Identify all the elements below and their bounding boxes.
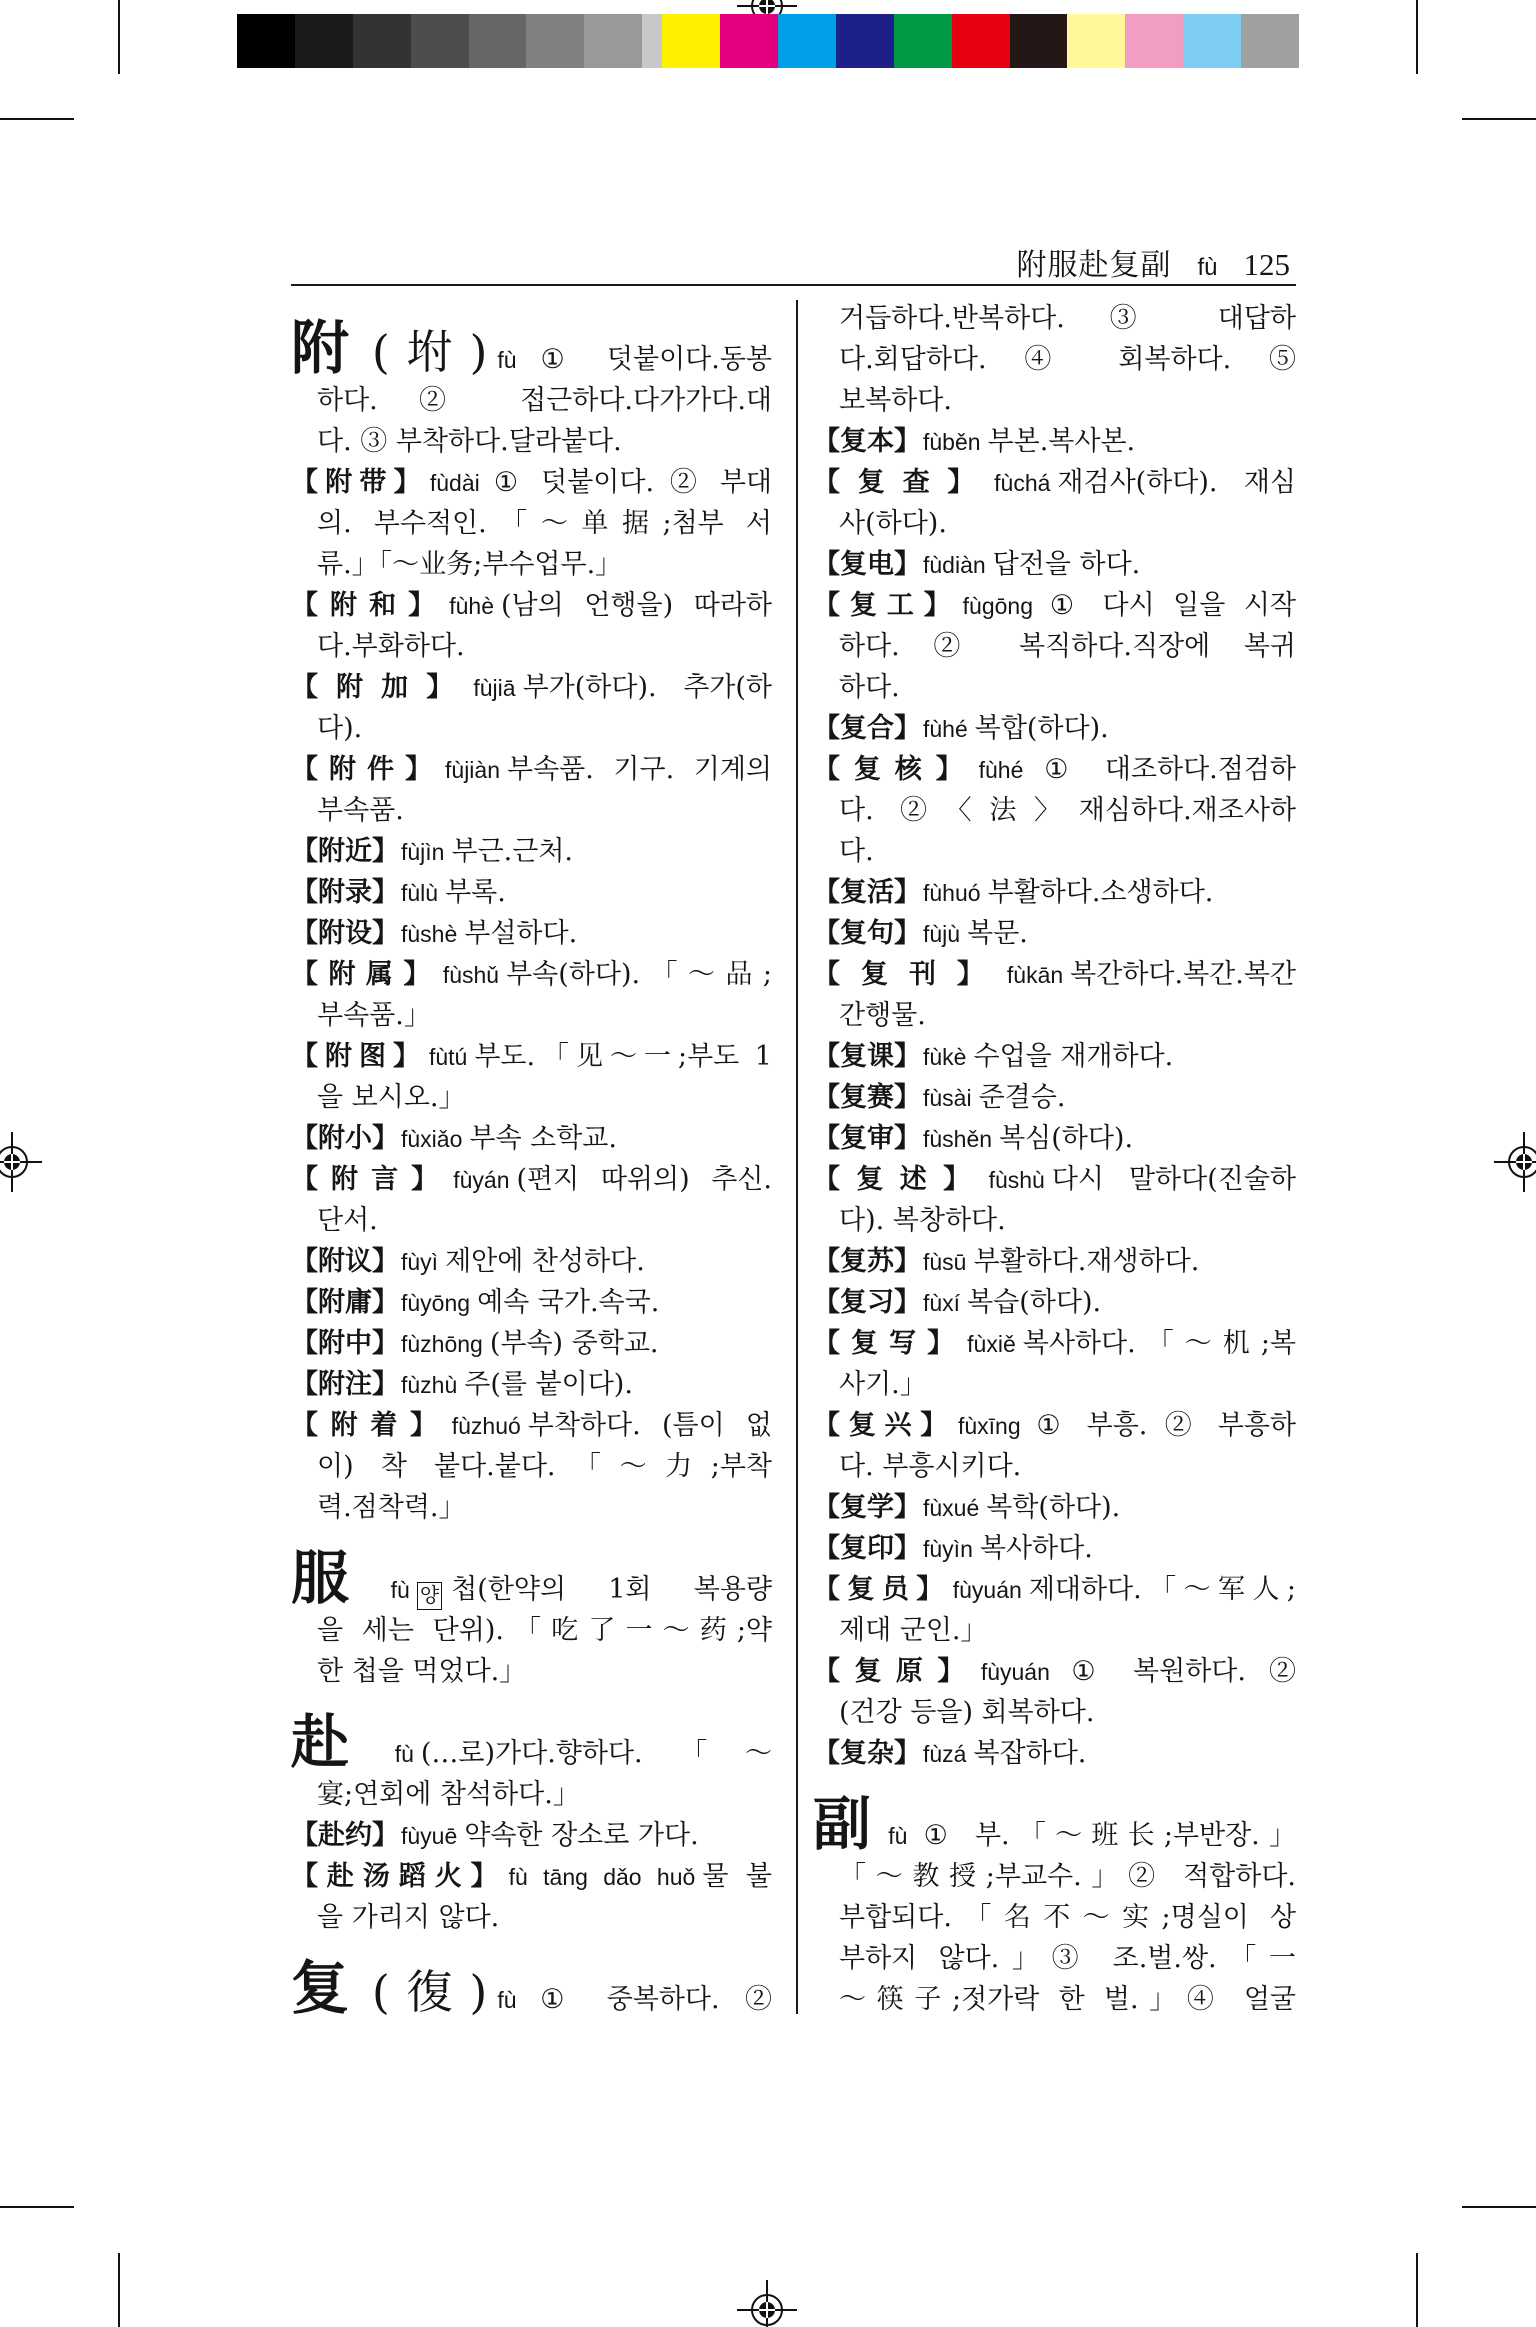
color-swatch	[1125, 14, 1183, 68]
registration-mark-left	[0, 1132, 42, 1192]
definition-text: 부록.	[445, 877, 506, 908]
definition-text: 제대하다.「～军人;	[1028, 1574, 1296, 1605]
pinyin: fùgōng	[962, 593, 1033, 619]
definition-text: 복습(하다).	[967, 1287, 1102, 1318]
pinyin: fù	[390, 1577, 410, 1603]
entry-first-line	[291, 1159, 772, 1200]
compound-headword: 【附议】	[291, 1246, 399, 1277]
definition-text: 답전을 하다.	[992, 549, 1141, 580]
headword: 赴	[291, 1708, 387, 1776]
compound-entry	[291, 462, 772, 585]
definition-line: 부속품.	[317, 795, 404, 826]
pinyin: fùyuē	[401, 1823, 458, 1849]
definition-line: 다. ②〈法〉재심하다.재조사하	[839, 795, 1296, 826]
compound-headword: 【复学】	[813, 1492, 921, 1523]
entry-first-line	[813, 544, 1296, 585]
headword: 复	[291, 1954, 366, 2022]
pinyin: fùhé	[923, 716, 968, 742]
compound-entry	[813, 872, 1296, 913]
pinyin: fùhè	[449, 593, 494, 619]
entry-first-line	[291, 1856, 772, 1897]
entry-first-line	[291, 1528, 772, 1610]
pinyin: fùtú	[428, 1044, 468, 1070]
compound-headword: 【附录】	[291, 877, 399, 908]
compound-headword: 【复课】	[813, 1041, 921, 1072]
compound-headword: 【赴汤蹈火】	[291, 1861, 507, 1892]
right-column	[813, 298, 1296, 2020]
color-swatch	[1183, 14, 1241, 68]
definition-line: 다.회답하다. ④ 회복하다. ⑤	[839, 344, 1296, 375]
definition-text: 부속품. 기구. 기계의	[507, 754, 772, 785]
compound-entry	[813, 544, 1296, 585]
compound-headword: 【复习】	[813, 1287, 921, 1318]
definition-text: 복잡하다.	[973, 1738, 1087, 1769]
compound-headword: 【复印】	[813, 1533, 921, 1564]
definition-text: 물 불	[702, 1861, 772, 1892]
compound-headword: 【复活】	[813, 877, 921, 908]
color-swatch	[469, 14, 527, 68]
compound-headword: 【复本】	[813, 426, 921, 457]
compound-headword: 【复原】	[813, 1656, 979, 1687]
compound-headword: 【复员】	[813, 1574, 951, 1605]
definition-text: 부본.복사본.	[987, 426, 1136, 457]
pinyin: fù	[497, 1987, 517, 2013]
compound-entry	[291, 872, 772, 913]
color-swatch	[894, 14, 952, 68]
compound-headword: 【复兴】	[813, 1410, 956, 1441]
continued-entry	[813, 298, 1296, 421]
pinyin: fùlù	[401, 880, 439, 906]
definition-line: 류.」「～业务;부수업무.」	[317, 549, 623, 580]
definition-text: 부도.「见～一;부도 1	[474, 1041, 772, 1072]
definition-text: 제안에 찬성하다.	[445, 1246, 645, 1277]
entry-first-line	[813, 954, 1296, 995]
compound-headword: 【复赛】	[813, 1082, 921, 1113]
definition-text: (남의 언행을) 따라하	[501, 590, 772, 621]
registration-mark-bottom	[737, 2280, 797, 2327]
pinyin: fùjìn	[401, 839, 445, 865]
definition-text: 복학(하다).	[986, 1492, 1121, 1523]
entry-first-line	[291, 831, 772, 872]
definition-text: ① 다시 일을 시작	[1040, 590, 1296, 621]
headword-entry	[291, 1692, 772, 1815]
pinyin: fùxīng	[957, 1413, 1021, 1439]
entry-first-line	[291, 462, 772, 503]
definition-line: 을 가리지 않다.	[317, 1902, 500, 1933]
definition-text: 약속한 장소로 가다.	[464, 1820, 699, 1851]
pinyin: fùshù	[988, 1167, 1045, 1193]
pinyin: fùdiàn	[923, 552, 986, 578]
compound-entry	[813, 1282, 1296, 1323]
pinyin: fùjù	[923, 921, 961, 947]
headword-variant: (坿)	[371, 325, 488, 379]
entry-first-line	[291, 872, 772, 913]
registration-mark-right	[1494, 1132, 1536, 1192]
definition-text: 준결승.	[978, 1082, 1066, 1113]
color-swatch	[720, 14, 778, 68]
compound-headword: 【附近】	[291, 836, 399, 867]
headword-variant: (復)	[371, 1965, 488, 2019]
pinyin: fùyìn	[923, 1536, 973, 1562]
compound-entry	[813, 1528, 1296, 1569]
definition-line: 단서.	[317, 1205, 378, 1236]
compound-headword: 【复述】	[813, 1164, 987, 1195]
running-head	[1016, 240, 1290, 284]
color-swatch	[237, 14, 295, 68]
definition-text: ① 덧붙이다.동봉	[523, 344, 772, 375]
definition-line: 의. 부수적인.「～单据;첨부 서	[317, 508, 772, 539]
definition-text: ① 중복하다. ②	[523, 1984, 772, 2015]
pinyin: fùhé	[978, 757, 1024, 783]
compound-entry	[813, 1733, 1296, 1774]
headword-entry	[291, 1528, 772, 1692]
definition-text: 부근.근처.	[451, 836, 573, 867]
pinyin: fùxiě	[967, 1331, 1016, 1357]
compound-entry	[813, 462, 1296, 544]
entry-first-line	[813, 1528, 1296, 1569]
definition-line: 이) 착 붙다.붙다.「～力;부착	[317, 1451, 772, 1482]
definition-text: 부활하다.소생하다.	[987, 877, 1214, 908]
headword-entry	[291, 298, 772, 462]
compound-entry	[291, 1241, 772, 1282]
definition-line: 부합되다.「名不～实;명실이 상	[839, 1902, 1296, 1933]
entry-first-line	[813, 585, 1296, 626]
entry-first-line	[813, 1159, 1296, 1200]
pinyin: fùjiàn	[445, 757, 500, 783]
color-calibration-bar	[237, 14, 1299, 68]
entry-first-line	[291, 1938, 772, 2020]
definition-line: 제대 군인.」	[839, 1615, 988, 1646]
headword: 副	[813, 1790, 881, 1858]
headword: 服	[291, 1544, 383, 1612]
compound-headword: 【附中】	[291, 1328, 399, 1359]
definition-line: 보복하다.	[839, 385, 952, 416]
definition-text: 첩(한약의 1회 복용량	[451, 1574, 772, 1605]
definition-text: (편지 따위의) 추신.	[516, 1164, 772, 1195]
compound-entry	[291, 667, 772, 749]
pinyin: fùshè	[401, 921, 458, 947]
definition-text: ① 부흥. ② 부흥하	[1027, 1410, 1296, 1441]
definition-line: 다. ③ 부착하다.달라붙다.	[317, 426, 622, 457]
color-swatch	[295, 14, 353, 68]
entry-first-line	[813, 1569, 1296, 1610]
pinyin: fùzá	[923, 1741, 967, 1767]
entry-first-line	[813, 749, 1296, 790]
column-divider	[796, 300, 798, 2014]
compound-headword: 【复写】	[813, 1328, 966, 1359]
entry-first-line	[813, 1733, 1296, 1774]
color-swatch	[353, 14, 411, 68]
compound-headword: 【复杂】	[813, 1738, 921, 1769]
entry-first-line	[291, 1282, 772, 1323]
pinyin: fùkān	[1006, 962, 1064, 988]
compound-entry	[813, 954, 1296, 1036]
compound-headword: 【附件】	[291, 754, 444, 785]
compound-entry	[291, 1118, 772, 1159]
color-swatch	[662, 14, 720, 68]
color-swatch	[1067, 14, 1125, 68]
compound-headword: 【附属】	[291, 959, 441, 990]
definition-text: ① 복원하다. ②	[1056, 1656, 1296, 1687]
pinyin: fùzhù	[401, 1372, 458, 1398]
definition-line: 부속품.」	[317, 1000, 431, 1031]
pinyin: fùběn	[923, 429, 981, 455]
compound-headword: 【复刊】	[813, 959, 1005, 990]
color-swatch	[411, 14, 469, 68]
pinyin: fùyōng	[401, 1290, 471, 1316]
compound-entry	[291, 1282, 772, 1323]
compound-entry	[291, 1323, 772, 1364]
compound-entry	[291, 913, 772, 954]
entry-first-line	[291, 749, 772, 790]
compound-entry	[813, 1077, 1296, 1118]
compound-headword: 【附和】	[291, 590, 448, 621]
definition-line: 다.부화하다.	[317, 631, 465, 662]
entry-first-line	[291, 1036, 772, 1077]
definition-line: 사기.」	[839, 1369, 927, 1400]
headword-entry	[291, 1938, 772, 2020]
definition-line: 다. 부흥시키다.	[839, 1451, 1022, 1482]
definition-line: 다). 복창하다.	[839, 1205, 1006, 1236]
definition-text: 복문.	[967, 918, 1028, 949]
compound-headword: 【附图】	[291, 1041, 427, 1072]
compound-entry	[813, 749, 1296, 872]
compound-headword: 【复苏】	[813, 1246, 921, 1277]
compound-entry	[291, 1036, 772, 1118]
entry-first-line	[813, 913, 1296, 954]
definition-line: 력.점착력.」	[317, 1492, 466, 1523]
compound-entry	[813, 1487, 1296, 1528]
definition-text: (…로)가다.향하다.「～	[420, 1738, 772, 1769]
entry-first-line	[813, 1487, 1296, 1528]
running-head-words: 附服赴复副	[1016, 248, 1172, 283]
entry-first-line	[291, 585, 772, 626]
definition-text: 재검사(하다). 재심	[1057, 467, 1296, 498]
definition-text: 부활하다.재생하다.	[973, 1246, 1200, 1277]
pinyin: fùsū	[923, 1249, 967, 1275]
definition-line: 사(하다).	[839, 508, 947, 539]
compound-headword: 【复审】	[813, 1123, 921, 1154]
pinyin: fù	[394, 1741, 414, 1767]
definition-text: 복합(하다).	[974, 713, 1109, 744]
compound-headword: 【复电】	[813, 549, 921, 580]
entry-first-line	[291, 1118, 772, 1159]
definition-text: (부속) 중학교.	[489, 1328, 659, 1359]
pinyin: fùyán	[453, 1167, 510, 1193]
compound-headword: 【附带】	[291, 467, 428, 498]
entry-first-line	[291, 1241, 772, 1282]
definition-line: 을 세는 단위).「吃了一～药;약	[317, 1615, 772, 1646]
compound-entry	[291, 1815, 772, 1856]
pinyin: fùxiǎo	[401, 1126, 463, 1152]
compound-entry	[291, 954, 772, 1036]
definition-text: ① 부.「～班长;부반장.」	[914, 1820, 1296, 1851]
compound-entry	[291, 831, 772, 872]
pinyin: fùyuán	[952, 1577, 1022, 1603]
compound-headword: 【附言】	[291, 1164, 452, 1195]
entry-first-line	[813, 708, 1296, 749]
compound-headword: 【附着】	[291, 1410, 450, 1441]
compound-entry	[813, 1405, 1296, 1487]
compound-entry	[813, 421, 1296, 462]
left-column	[291, 298, 772, 2020]
pinyin: fùhuó	[923, 880, 981, 906]
definition-line: 宴;연회에 참석하다.」	[317, 1779, 580, 1810]
definition-text: 부설하다.	[464, 918, 578, 949]
definition-line: 을 보시오.」	[317, 1082, 466, 1113]
compound-entry	[813, 913, 1296, 954]
entry-first-line	[291, 1815, 772, 1856]
definition-text: 부가(하다). 추가(하	[522, 672, 772, 703]
pinyin: fùxué	[923, 1495, 980, 1521]
definition-text: 복심(하다).	[999, 1123, 1134, 1154]
pinyin: fùzhōng	[401, 1331, 483, 1357]
compound-entry	[813, 1159, 1296, 1241]
definition-line: 「～教授;부교수.」② 적합하다.	[839, 1861, 1296, 1892]
pinyin: fùyuán	[980, 1659, 1050, 1685]
compound-headword: 【附加】	[291, 672, 472, 703]
entry-first-line	[813, 462, 1296, 503]
entry-first-line	[291, 1405, 772, 1446]
pinyin: fùyì	[401, 1249, 439, 1275]
color-swatch	[642, 14, 662, 68]
entry-first-line	[291, 667, 772, 708]
compound-headword: 【复查】	[813, 467, 993, 498]
definition-text: 다시 말하다(진술하	[1051, 1164, 1296, 1195]
entry-first-line	[291, 1323, 772, 1364]
entry-first-line	[291, 954, 772, 995]
compound-headword: 【复合】	[813, 713, 921, 744]
pinyin: fù	[497, 347, 517, 373]
compound-entry	[291, 749, 772, 831]
entry-first-line	[813, 421, 1296, 462]
entry-first-line	[813, 1405, 1296, 1446]
compound-entry	[813, 585, 1296, 708]
compound-headword: 【复句】	[813, 918, 921, 949]
definition-line: 한 첩을 먹었다.」	[317, 1656, 527, 1687]
definition-line: 다).	[317, 713, 363, 744]
entry-first-line	[291, 913, 772, 954]
compound-entry	[291, 1405, 772, 1528]
pinyin: fùshǔ	[442, 962, 500, 988]
definition-line: 다.	[839, 836, 874, 867]
compound-entry	[291, 1364, 772, 1405]
pinyin: fù tāng dǎo huǒ	[508, 1864, 696, 1890]
definition-text: 수업을 재개하다.	[973, 1041, 1174, 1072]
definition-line: 하다. ② 복직하다.직장에 복귀	[839, 631, 1296, 662]
compound-entry	[291, 1159, 772, 1241]
page-number: 125	[1243, 247, 1290, 282]
compound-entry	[813, 1241, 1296, 1282]
entry-first-line	[813, 1774, 1296, 1856]
compound-headword: 【附庸】	[291, 1287, 399, 1318]
definition-text: 부착하다. (틈이 없	[527, 1410, 772, 1441]
entry-first-line	[813, 1282, 1296, 1323]
definition-line: 거듭하다.반복하다. ③ 대답하	[839, 303, 1296, 334]
definition-line: (건강 등을) 회복하다.	[839, 1697, 1095, 1728]
pinyin: fùdài	[429, 470, 480, 496]
color-swatch	[1010, 14, 1068, 68]
pinyin: fùzhuó	[451, 1413, 521, 1439]
color-swatch	[836, 14, 894, 68]
compound-headword: 【复核】	[813, 754, 977, 785]
entry-first-line	[813, 1323, 1296, 1364]
definition-text: 복사하다.	[979, 1533, 1093, 1564]
entry-first-line	[291, 1364, 772, 1405]
compound-headword: 【附注】	[291, 1369, 399, 1400]
pinyin: fùshěn	[923, 1126, 993, 1152]
pinyin: fùchá	[994, 470, 1051, 496]
entry-first-line	[813, 1651, 1296, 1692]
definition-line: 하다.	[839, 672, 900, 703]
definition-text: 부속 소학교.	[469, 1123, 617, 1154]
compound-entry	[813, 1036, 1296, 1077]
compound-headword: 【复工】	[813, 590, 961, 621]
pinyin: fù	[888, 1823, 908, 1849]
part-of-speech-badge: 양	[417, 1582, 442, 1610]
entry-first-line	[813, 1036, 1296, 1077]
color-swatch	[952, 14, 1010, 68]
pinyin: fùxí	[923, 1290, 961, 1316]
compound-entry	[813, 1651, 1296, 1733]
entry-first-line	[291, 1692, 772, 1774]
definition-line: 부하지 않다.」③ 조.벌.쌍.「一	[839, 1943, 1296, 1974]
definition-text: 복간하다.복간.복간	[1070, 959, 1296, 990]
compound-headword: 【附小】	[291, 1123, 399, 1154]
color-swatch	[778, 14, 836, 68]
definition-text: 주(를 붙이다).	[464, 1369, 633, 1400]
pinyin: fùjiā	[473, 675, 516, 701]
header-rule	[291, 284, 1296, 286]
color-swatch	[584, 14, 642, 68]
pinyin: fùkè	[923, 1044, 967, 1070]
definition-text: ① 덧붙이다. ② 부대	[486, 467, 772, 498]
color-swatch	[526, 14, 584, 68]
entry-first-line	[813, 1241, 1296, 1282]
definition-text: 복사하다.「～机;복	[1022, 1328, 1296, 1359]
definition-line: 간행물.	[839, 1000, 926, 1031]
definition-text: 부속(하다).「～品;	[506, 959, 772, 990]
running-head-pinyin: fù	[1197, 254, 1218, 281]
compound-entry	[813, 1118, 1296, 1159]
compound-entry	[813, 1323, 1296, 1405]
compound-entry	[813, 1569, 1296, 1651]
definition-line: ～筷子;젓가락 한 벌.」④ 얼굴	[839, 1984, 1296, 2015]
definition-text: 예속 국가.속국.	[477, 1287, 660, 1318]
compound-entry	[813, 708, 1296, 749]
entry-first-line	[291, 298, 772, 380]
entry-first-line	[813, 1118, 1296, 1159]
entry-first-line	[813, 872, 1296, 913]
entry-first-line	[813, 1077, 1296, 1118]
definition-text: ① 대조하다.점검하	[1030, 754, 1296, 785]
compound-headword: 【赴约】	[291, 1820, 399, 1851]
pinyin: fùsài	[923, 1085, 972, 1111]
headword-entry	[813, 1774, 1296, 2020]
definition-line: 하다. ② 접근하다.다가가다.대	[317, 385, 772, 416]
color-swatch	[1241, 14, 1299, 68]
compound-headword: 【附设】	[291, 918, 399, 949]
compound-entry	[291, 1856, 772, 1938]
compound-entry	[291, 585, 772, 667]
headword: 附	[291, 314, 366, 382]
